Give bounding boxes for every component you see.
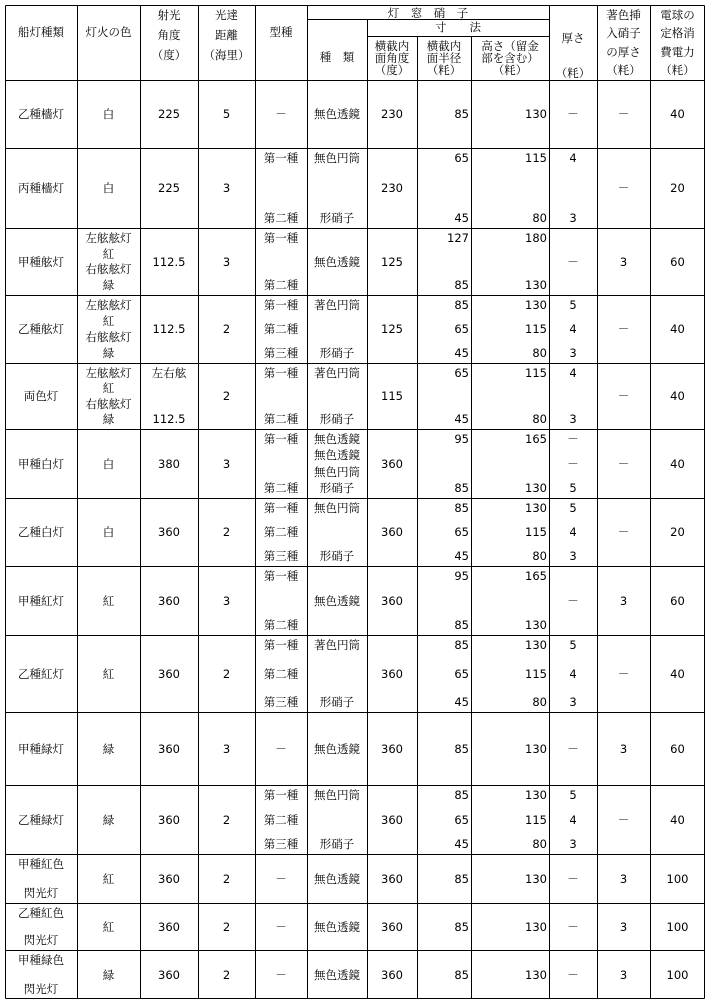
header-colored-glass-thickness: 入硝子 <box>606 26 641 40</box>
header-range: 光達 <box>215 8 238 22</box>
cell-angle: 360 <box>158 920 180 934</box>
cell-ship-light-type: 甲種舷灯 <box>18 255 64 269</box>
cell-inner-angle: 115 <box>381 389 403 403</box>
cell-inner-radius: 65 <box>454 813 469 827</box>
cell-light-color: 左舷舷灯 <box>85 298 132 312</box>
cell-light-color: 白 <box>102 107 115 121</box>
cell-light-color: 左舷舷灯 <box>85 231 132 245</box>
cell-height: 165 <box>525 569 547 583</box>
cell-colored-glass-thickness: 3 <box>619 968 628 982</box>
cell-model: 第二種 <box>263 667 299 681</box>
cell-inner-radius: 85 <box>454 968 469 982</box>
cell-model: － <box>275 920 287 934</box>
cell-inner-radius: 65 <box>454 525 469 539</box>
cell-model: 第一種 <box>263 432 299 446</box>
cell-colored-glass-thickness: 3 <box>619 920 628 934</box>
cell-inner-angle: 125 <box>381 322 403 336</box>
cell-inner-radius: 85 <box>454 501 469 515</box>
cell-thickness: － <box>567 457 579 471</box>
cell-height: 115 <box>525 151 547 165</box>
cell-model: 第一種 <box>263 501 299 515</box>
cell-ship-light-type: 閃光灯 <box>23 982 59 996</box>
header-bulb-power: （粍） <box>660 63 695 77</box>
cell-colored-glass-thickness: － <box>617 322 630 336</box>
cell-thickness: 3 <box>569 211 577 225</box>
cell-model: － <box>275 742 287 756</box>
header-angle: 角度 <box>157 28 181 42</box>
cell-inner-radius: 85 <box>454 920 469 934</box>
cell-inner-radius: 45 <box>454 211 469 225</box>
cell-model: － <box>275 107 287 121</box>
header-bulb-power: 費電力 <box>660 45 695 59</box>
cell-light-color: 紅 <box>102 920 115 934</box>
cell-height: 130 <box>525 638 547 652</box>
header-light-color: 灯火の色 <box>85 25 132 39</box>
cell-model: 第二種 <box>263 525 299 539</box>
cell-light-color: 白 <box>102 457 115 471</box>
cell-thickness: － <box>567 872 579 886</box>
cell-inner-radius: 85 <box>454 278 469 292</box>
header-angle: （度） <box>151 48 187 62</box>
cell-light-color: 紅 <box>102 247 115 261</box>
cell-model: 第一種 <box>263 638 299 652</box>
cell-angle: 112.5 <box>152 322 186 336</box>
cell-height: 130 <box>525 968 547 982</box>
cell-model: 第三種 <box>263 549 299 563</box>
cell-ship-light-type: 甲種紅色 <box>18 857 64 871</box>
cell-height: 80 <box>532 695 547 709</box>
cell-light-color: 緑 <box>102 412 115 426</box>
cell-angle: 112.5 <box>152 412 186 426</box>
cell-model: 第二種 <box>263 278 299 292</box>
cell-inner-angle: 230 <box>381 107 403 121</box>
cell-glass-kind: 無色円筒 <box>314 151 360 165</box>
cell-inner-radius: 127 <box>447 231 469 245</box>
cell-inner-radius: 45 <box>454 346 469 360</box>
cell-glass-kind: 無色円筒 <box>314 788 360 802</box>
cell-ship-light-type: 乙種紅灯 <box>18 667 64 681</box>
cell-height: 80 <box>532 837 547 851</box>
cell-inner-radius: 85 <box>454 481 469 495</box>
cell-thickness: － <box>567 255 579 269</box>
cell-glass-kind: 無色透鏡 <box>314 448 360 462</box>
cell-bulb-power: 40 <box>670 457 685 471</box>
cell-range: 2 <box>222 525 231 539</box>
cell-range: 3 <box>222 255 231 269</box>
cell-ship-light-type: 甲種緑色 <box>18 953 64 967</box>
header-angle: 射光 <box>157 8 181 22</box>
cell-thickness: 3 <box>569 549 577 563</box>
cell-colored-glass-thickness: － <box>617 813 630 827</box>
cell-glass-kind: 著色円筒 <box>314 366 360 380</box>
cell-thickness: 4 <box>569 667 577 681</box>
cell-angle: 112.5 <box>152 255 186 269</box>
cell-thickness: 5 <box>569 501 577 515</box>
header-thickness-unit: （粍） <box>555 66 591 80</box>
cell-thickness: 3 <box>569 346 577 360</box>
header-inner-radius: 横截内 <box>426 39 462 53</box>
cell-model: 第三種 <box>263 346 299 360</box>
cell-glass-kind: 形硝子 <box>319 346 355 360</box>
cell-glass-kind: 形硝子 <box>319 837 355 851</box>
header-glass-kind: 種 類 <box>319 50 355 64</box>
header-colored-glass-thickness: （粍） <box>606 63 641 77</box>
header-height: 高さ（留金 <box>481 39 539 53</box>
cell-glass-kind: 無色円筒 <box>314 465 360 479</box>
cell-bulb-power: 20 <box>670 181 685 195</box>
cell-range: 3 <box>222 742 231 756</box>
cell-bulb-power: 60 <box>670 594 685 608</box>
cell-angle: 360 <box>158 742 180 756</box>
cell-glass-kind: 著色円筒 <box>314 638 360 652</box>
cell-glass-kind: 形硝子 <box>319 412 355 426</box>
cell-thickness: 5 <box>569 638 577 652</box>
header-inner-angle: 横截内 <box>374 39 410 53</box>
cell-glass-kind: 無色透鏡 <box>314 920 360 934</box>
cell-height: 130 <box>525 501 547 515</box>
cell-bulb-power: 20 <box>670 525 685 539</box>
cell-glass-kind: 無色透鏡 <box>314 432 360 446</box>
cell-inner-radius: 85 <box>454 742 469 756</box>
cell-glass-kind: 無色透鏡 <box>314 255 360 269</box>
cell-range: 2 <box>222 667 231 681</box>
cell-height: 115 <box>525 667 547 681</box>
header-glass: 灯 窓 硝 子 <box>387 6 469 20</box>
cell-colored-glass-thickness: － <box>617 389 630 403</box>
cell-light-color: 白 <box>102 525 115 539</box>
cell-height: 130 <box>525 107 547 121</box>
cell-light-color: 白 <box>102 181 115 195</box>
cell-glass-kind: 形硝子 <box>319 549 355 563</box>
cell-model: 第一種 <box>263 569 299 583</box>
cell-ship-light-type: 乙種舷灯 <box>18 322 64 336</box>
header-ship-light-type: 船灯種類 <box>18 25 64 39</box>
cell-glass-kind: 形硝子 <box>319 211 355 225</box>
cell-range: 3 <box>222 181 231 195</box>
cell-ship-light-type: 両色灯 <box>23 389 59 403</box>
cell-model: － <box>275 872 287 886</box>
cell-colored-glass-thickness: － <box>617 181 630 195</box>
cell-glass-kind: 無色透鏡 <box>314 594 360 608</box>
cell-inner-angle: 360 <box>381 872 403 886</box>
cell-thickness: 3 <box>569 412 577 426</box>
cell-ship-light-type: 乙種白灯 <box>18 525 64 539</box>
cell-height: 115 <box>525 813 547 827</box>
header-dimensions: 寸 法 <box>435 20 481 34</box>
cell-light-color: 紅 <box>102 594 115 608</box>
cell-model: － <box>275 968 287 982</box>
cell-height: 130 <box>525 742 547 756</box>
cell-height: 130 <box>525 788 547 802</box>
cell-height: 130 <box>525 618 547 632</box>
ship-lights-table <box>5 5 705 999</box>
cell-ship-light-type: 甲種白灯 <box>18 457 64 471</box>
cell-angle: 380 <box>158 457 180 471</box>
cell-thickness: － <box>567 432 579 446</box>
cell-glass-kind: 無色透鏡 <box>314 872 360 886</box>
cell-thickness: 3 <box>569 837 577 851</box>
cell-ship-light-type: 乙種紅色 <box>18 906 64 920</box>
cell-glass-kind: 形硝子 <box>319 481 355 495</box>
cell-light-color: 緑 <box>102 813 115 827</box>
header-colored-glass-thickness: 著色挿 <box>606 8 641 22</box>
cell-thickness: 3 <box>569 695 577 709</box>
header-range: （海里） <box>203 48 250 62</box>
cell-colored-glass-thickness: 3 <box>619 255 628 269</box>
cell-colored-glass-thickness: 3 <box>619 872 628 886</box>
cell-ship-light-type: 甲種紅灯 <box>18 594 64 608</box>
cell-bulb-power: 40 <box>670 107 685 121</box>
cell-inner-radius: 85 <box>454 638 469 652</box>
cell-angle: 225 <box>158 181 180 195</box>
cell-thickness: － <box>567 594 579 608</box>
cell-height: 80 <box>532 346 547 360</box>
header-colored-glass-thickness: の厚さ <box>606 45 641 59</box>
cell-inner-angle: 230 <box>381 181 403 195</box>
cell-height: 180 <box>525 231 547 245</box>
cell-inner-radius: 65 <box>454 151 469 165</box>
cell-model: 第二種 <box>263 813 299 827</box>
cell-thickness: － <box>567 742 579 756</box>
header-inner-radius: （粍） <box>426 63 462 77</box>
cell-bulb-power: 60 <box>670 742 685 756</box>
cell-thickness: 4 <box>569 366 577 380</box>
cell-light-color: 緑 <box>102 278 115 292</box>
cell-light-color: 右舷舷灯 <box>85 397 132 411</box>
header-bulb-power: 電球の <box>660 8 695 22</box>
cell-colored-glass-thickness: － <box>617 525 630 539</box>
cell-inner-radius: 65 <box>454 667 469 681</box>
header-height: 部を含む） <box>481 51 539 65</box>
cell-inner-angle: 360 <box>381 457 403 471</box>
cell-range: 2 <box>222 968 231 982</box>
cell-ship-light-type: 閃光灯 <box>23 886 59 900</box>
cell-glass-kind: 無色円筒 <box>314 501 360 515</box>
cell-ship-light-type: 丙種檣灯 <box>18 181 64 195</box>
cell-range: 5 <box>222 107 231 121</box>
cell-bulb-power: 40 <box>670 667 685 681</box>
cell-inner-radius: 65 <box>454 322 469 336</box>
cell-inner-angle: 125 <box>381 255 403 269</box>
cell-range: 2 <box>222 322 231 336</box>
cell-inner-angle: 360 <box>381 667 403 681</box>
cell-thickness: 4 <box>569 322 577 336</box>
cell-thickness: 5 <box>569 788 577 802</box>
cell-bulb-power: 100 <box>666 968 689 982</box>
cell-height: 80 <box>532 412 547 426</box>
cell-glass-kind: 形硝子 <box>319 695 355 709</box>
cell-bulb-power: 40 <box>670 813 685 827</box>
cell-inner-radius: 85 <box>454 618 469 632</box>
cell-range: 3 <box>222 457 231 471</box>
cell-range: 3 <box>222 594 231 608</box>
header-model: 型種 <box>269 25 293 39</box>
cell-light-color: 緑 <box>102 968 115 982</box>
cell-light-color: 右舷舷灯 <box>85 330 132 344</box>
cell-bulb-power: 100 <box>666 920 689 934</box>
cell-model: 第一種 <box>263 788 299 802</box>
cell-colored-glass-thickness: － <box>617 667 630 681</box>
header-inner-angle: 面角度 <box>374 51 410 65</box>
cell-thickness: － <box>567 107 579 121</box>
cell-height: 80 <box>532 211 547 225</box>
cell-inner-radius: 45 <box>454 837 469 851</box>
cell-inner-radius: 45 <box>454 412 469 426</box>
cell-bulb-power: 40 <box>670 389 685 403</box>
cell-range: 2 <box>222 920 231 934</box>
cell-angle: 360 <box>158 667 180 681</box>
cell-glass-kind: 無色透鏡 <box>314 968 360 982</box>
cell-inner-radius: 85 <box>454 788 469 802</box>
header-inner-radius: 面半径 <box>426 51 462 65</box>
cell-light-color: 紅 <box>102 381 115 395</box>
cell-model: 第二種 <box>263 211 299 225</box>
cell-bulb-power: 40 <box>670 322 685 336</box>
cell-model: 第三種 <box>263 837 299 851</box>
cell-ship-light-type: 甲種緑灯 <box>18 742 64 756</box>
cell-model: 第一種 <box>263 151 299 165</box>
cell-thickness: 4 <box>569 151 577 165</box>
cell-inner-angle: 360 <box>381 594 403 608</box>
header-thickness: 厚さ <box>561 31 585 45</box>
cell-model: 第三種 <box>263 695 299 709</box>
cell-height: 130 <box>525 278 547 292</box>
cell-ship-light-type: 乙種檣灯 <box>18 107 64 121</box>
cell-height: 115 <box>525 322 547 336</box>
cell-angle: 360 <box>158 594 180 608</box>
cell-colored-glass-thickness: 3 <box>619 742 628 756</box>
header-height: （粍） <box>492 63 528 77</box>
cell-height: 115 <box>525 366 547 380</box>
cell-height: 130 <box>525 920 547 934</box>
cell-model: 第一種 <box>263 231 299 245</box>
cell-inner-angle: 360 <box>381 525 403 539</box>
cell-inner-angle: 360 <box>381 813 403 827</box>
cell-model: 第一種 <box>263 298 299 312</box>
cell-angle: 360 <box>158 813 180 827</box>
cell-inner-radius: 45 <box>454 695 469 709</box>
cell-height: 80 <box>532 549 547 563</box>
cell-range: 2 <box>222 813 231 827</box>
cell-thickness: 5 <box>569 298 577 312</box>
cell-glass-kind: 著色円筒 <box>314 298 360 312</box>
cell-inner-radius: 95 <box>454 432 469 446</box>
cell-thickness: 4 <box>569 813 577 827</box>
header-bulb-power: 定格消 <box>660 26 695 40</box>
cell-model: 第二種 <box>263 322 299 336</box>
header-inner-angle: （度） <box>374 63 410 77</box>
cell-angle: 360 <box>158 872 180 886</box>
cell-light-color: 右舷舷灯 <box>85 262 132 276</box>
cell-glass-kind: 無色透鏡 <box>314 742 360 756</box>
cell-inner-radius: 95 <box>454 569 469 583</box>
cell-light-color: 紅 <box>102 872 115 886</box>
cell-height: 130 <box>525 481 547 495</box>
cell-light-color: 緑 <box>102 346 115 360</box>
cell-inner-radius: 65 <box>454 366 469 380</box>
cell-ship-light-type: 閃光灯 <box>23 933 59 947</box>
cell-model: 第二種 <box>263 412 299 426</box>
cell-inner-angle: 360 <box>381 968 403 982</box>
cell-height: 115 <box>525 525 547 539</box>
cell-light-color: 左舷舷灯 <box>85 366 132 380</box>
cell-colored-glass-thickness: － <box>617 107 630 121</box>
cell-bulb-power: 60 <box>670 255 685 269</box>
cell-inner-angle: 360 <box>381 920 403 934</box>
cell-inner-angle: 360 <box>381 742 403 756</box>
cell-inner-radius: 45 <box>454 549 469 563</box>
cell-model: 第一種 <box>263 366 299 380</box>
cell-inner-radius: 85 <box>454 872 469 886</box>
cell-height: 130 <box>525 298 547 312</box>
header-range: 距離 <box>215 28 238 42</box>
cell-inner-radius: 85 <box>454 107 469 121</box>
cell-height: 130 <box>525 872 547 886</box>
cell-angle: 左右舷 <box>151 366 187 380</box>
cell-angle: 360 <box>158 525 180 539</box>
cell-range: 2 <box>222 872 231 886</box>
cell-light-color: 緑 <box>102 742 115 756</box>
cell-colored-glass-thickness: － <box>617 457 630 471</box>
cell-range: 2 <box>222 389 231 403</box>
cell-thickness: － <box>567 968 579 982</box>
cell-angle: 360 <box>158 968 180 982</box>
cell-bulb-power: 100 <box>666 872 689 886</box>
cell-glass-kind: 無色透鏡 <box>314 107 360 121</box>
cell-ship-light-type: 乙種緑灯 <box>18 813 64 827</box>
cell-thickness: 4 <box>569 525 577 539</box>
cell-colored-glass-thickness: 3 <box>619 594 628 608</box>
cell-inner-radius: 85 <box>454 298 469 312</box>
cell-light-color: 紅 <box>102 314 115 328</box>
cell-thickness: － <box>567 920 579 934</box>
cell-angle: 225 <box>158 107 180 121</box>
cell-model: 第二種 <box>263 618 299 632</box>
cell-model: 第二種 <box>263 481 299 495</box>
cell-thickness: 5 <box>569 481 577 495</box>
cell-height: 165 <box>525 432 547 446</box>
cell-light-color: 紅 <box>102 667 115 681</box>
